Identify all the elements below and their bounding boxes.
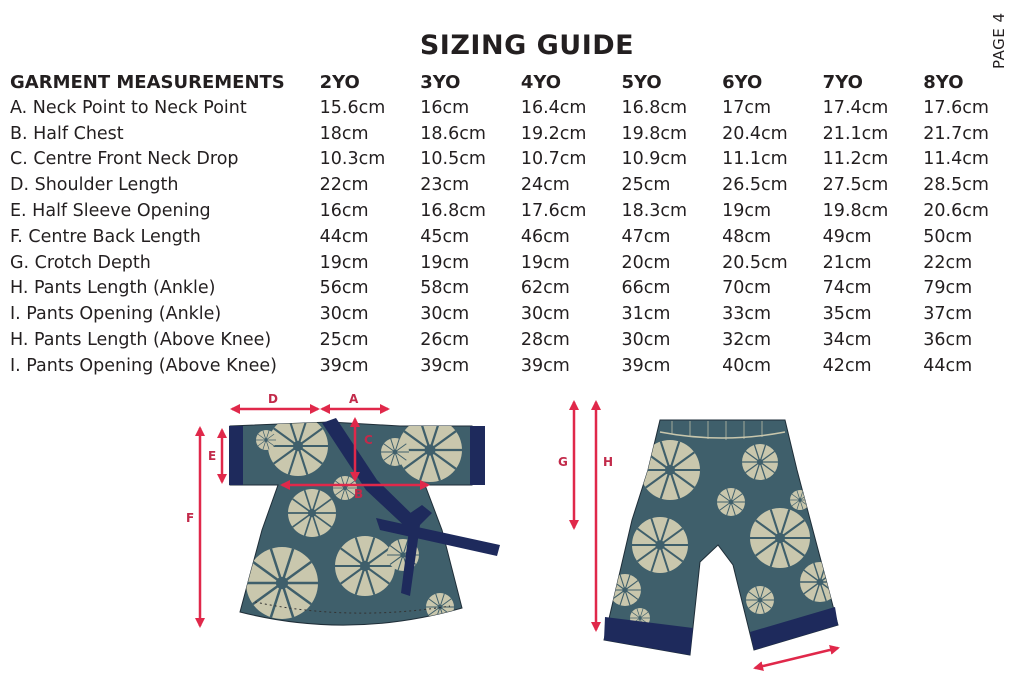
measurement-label: H. Pants Length (Ankle) xyxy=(10,278,216,299)
measurement-label: I. Pants Opening (Above Knee) xyxy=(10,355,278,376)
measurement-value: 16.8cm xyxy=(621,97,688,118)
measurement-value: 25cm xyxy=(319,329,369,350)
measurement-value: 58cm xyxy=(420,278,470,299)
garment-diagram xyxy=(0,388,1024,673)
measurement-value: 16.4cm xyxy=(520,97,587,118)
measurement-value: 34cm xyxy=(822,329,872,350)
header-size: 6YO xyxy=(722,72,763,93)
header-measurement: GARMENT MEASUREMENTS xyxy=(10,72,285,93)
measurement-value: 17.6cm xyxy=(923,97,989,118)
header-size: 7YO xyxy=(822,72,863,93)
measurement-value: 44cm xyxy=(319,226,369,247)
table-row xyxy=(10,251,1024,277)
table-row xyxy=(10,199,1024,225)
header-size: 4YO xyxy=(520,72,562,93)
measurement-value: 36cm xyxy=(923,329,973,350)
measurement-value: 40cm xyxy=(722,355,771,376)
measurement-label: E. Half Sleeve Opening xyxy=(10,200,211,221)
measurement-value: 16cm xyxy=(319,200,369,221)
label-h: H xyxy=(603,455,614,469)
measurement-value: 30cm xyxy=(319,304,369,325)
measurement-value: 19cm xyxy=(420,252,470,273)
measurement-value: 56cm xyxy=(319,278,369,299)
measurement-value: 11.2cm xyxy=(822,149,889,170)
measurement-label: F. Centre Back Length xyxy=(10,226,201,247)
measurement-value: 70cm xyxy=(722,278,771,299)
measurement-value: 48cm xyxy=(722,226,771,247)
header-size: 5YO xyxy=(621,72,662,93)
measurement-value: 19cm xyxy=(319,252,369,273)
header-size: 8YO xyxy=(923,72,964,93)
measurement-label: D. Shoulder Length xyxy=(10,175,179,196)
measurement-value: 39cm xyxy=(621,355,671,376)
measurement-value: 23cm xyxy=(420,175,470,196)
measurement-value: 35cm xyxy=(822,304,872,325)
measurement-value: 19cm xyxy=(722,200,771,221)
table-row xyxy=(10,96,1024,122)
table-header-row xyxy=(10,70,1024,96)
kimono-top xyxy=(229,416,500,625)
measurement-value: 27.5cm xyxy=(822,175,889,196)
measurement-value: 15.6cm xyxy=(319,97,386,118)
measurement-value: 62cm xyxy=(520,278,570,299)
page-number: PAGE 4 xyxy=(990,12,1008,70)
table-row xyxy=(10,302,1024,328)
measurement-value: 42cm xyxy=(822,355,872,376)
measurement-value: 20.5cm xyxy=(722,252,788,273)
measurement-value: 17.4cm xyxy=(822,97,889,118)
measurement-value: 26cm xyxy=(420,329,470,350)
table-row xyxy=(10,328,1024,354)
measurement-value: 17.6cm xyxy=(520,200,587,221)
measurement-value: 19.2cm xyxy=(520,123,587,144)
label-b: B xyxy=(354,487,364,501)
measurement-label: C. Centre Front Neck Drop xyxy=(10,149,239,170)
label-g: G xyxy=(558,455,568,469)
measurement-value: 30cm xyxy=(520,304,570,325)
measurement-value: 47cm xyxy=(621,226,671,247)
measurement-value: 11.4cm xyxy=(923,149,989,170)
measurement-value: 66cm xyxy=(621,278,671,299)
label-e: E xyxy=(208,449,217,463)
measurement-value: 21cm xyxy=(822,252,872,273)
table-row xyxy=(10,225,1024,251)
measurement-value: 19.8cm xyxy=(621,123,688,144)
measurement-value: 10.3cm xyxy=(319,149,386,170)
measurement-value: 20.6cm xyxy=(923,200,989,221)
measurement-value: 10.7cm xyxy=(520,149,587,170)
table-body xyxy=(10,96,1024,380)
measurement-label: G. Crotch Depth xyxy=(10,252,151,273)
header-size: 2YO xyxy=(319,72,360,93)
measurement-value: 39cm xyxy=(319,355,369,376)
label-f: F xyxy=(186,511,195,525)
measurement-value: 21.1cm xyxy=(822,123,889,144)
table-row xyxy=(10,122,1024,148)
measurement-value: 30cm xyxy=(621,329,671,350)
measurement-value: 39cm xyxy=(420,355,470,376)
pants xyxy=(604,420,840,655)
measurement-value: 33cm xyxy=(722,304,771,325)
table-row xyxy=(10,354,1024,380)
measurement-label: I. Pants Opening (Ankle) xyxy=(10,304,222,325)
measurement-value: 22cm xyxy=(923,252,973,273)
measurement-value: 16cm xyxy=(420,97,470,118)
measurement-value: 25cm xyxy=(621,175,671,196)
page-title: SIZING GUIDE xyxy=(419,30,635,61)
measurement-value: 30cm xyxy=(420,304,470,325)
measurement-value: 45cm xyxy=(420,226,470,247)
header-size: 3YO xyxy=(420,72,461,93)
table-row xyxy=(10,173,1024,199)
measurement-value: 10.5cm xyxy=(420,149,486,170)
measurement-value: 26.5cm xyxy=(722,175,788,196)
measurement-value: 11.1cm xyxy=(722,149,788,170)
measurement-label: B. Half Chest xyxy=(10,123,124,144)
measurement-value: 44cm xyxy=(923,355,973,376)
sizing-table xyxy=(10,70,1024,380)
measurement-value: 18.3cm xyxy=(621,200,688,221)
measurement-value: 24cm xyxy=(520,175,570,196)
measurement-value: 31cm xyxy=(621,304,671,325)
measurement-value: 79cm xyxy=(923,278,973,299)
measurement-value: 20.4cm xyxy=(722,123,788,144)
measurement-value: 46cm xyxy=(520,226,570,247)
measurement-value: 28cm xyxy=(520,329,570,350)
measurement-value: 22cm xyxy=(319,175,369,196)
measurement-label: A. Neck Point to Neck Point xyxy=(10,97,247,118)
measurement-value: 28.5cm xyxy=(923,175,989,196)
table-row xyxy=(10,276,1024,302)
measurement-value: 18cm xyxy=(319,123,369,144)
measurement-value: 50cm xyxy=(923,226,973,247)
table-row xyxy=(10,147,1024,173)
measurement-value: 10.9cm xyxy=(621,149,688,170)
label-c: C xyxy=(364,433,373,447)
measurement-label: H. Pants Length (Above Knee) xyxy=(10,329,272,350)
measurement-value: 19.8cm xyxy=(822,200,889,221)
measurement-value: 49cm xyxy=(822,226,872,247)
measurement-value: 37cm xyxy=(923,304,973,325)
measurement-value: 21.7cm xyxy=(923,123,989,144)
measurement-value: 74cm xyxy=(822,278,872,299)
measurement-value: 18.6cm xyxy=(420,123,486,144)
measurement-value: 16.8cm xyxy=(420,200,486,221)
measurement-value: 17cm xyxy=(722,97,771,118)
label-d: D xyxy=(268,392,278,406)
label-a: A xyxy=(349,392,359,406)
measurement-value: 39cm xyxy=(520,355,570,376)
measurement-value: 32cm xyxy=(722,329,771,350)
measurement-value: 20cm xyxy=(621,252,671,273)
measurement-value: 19cm xyxy=(520,252,570,273)
